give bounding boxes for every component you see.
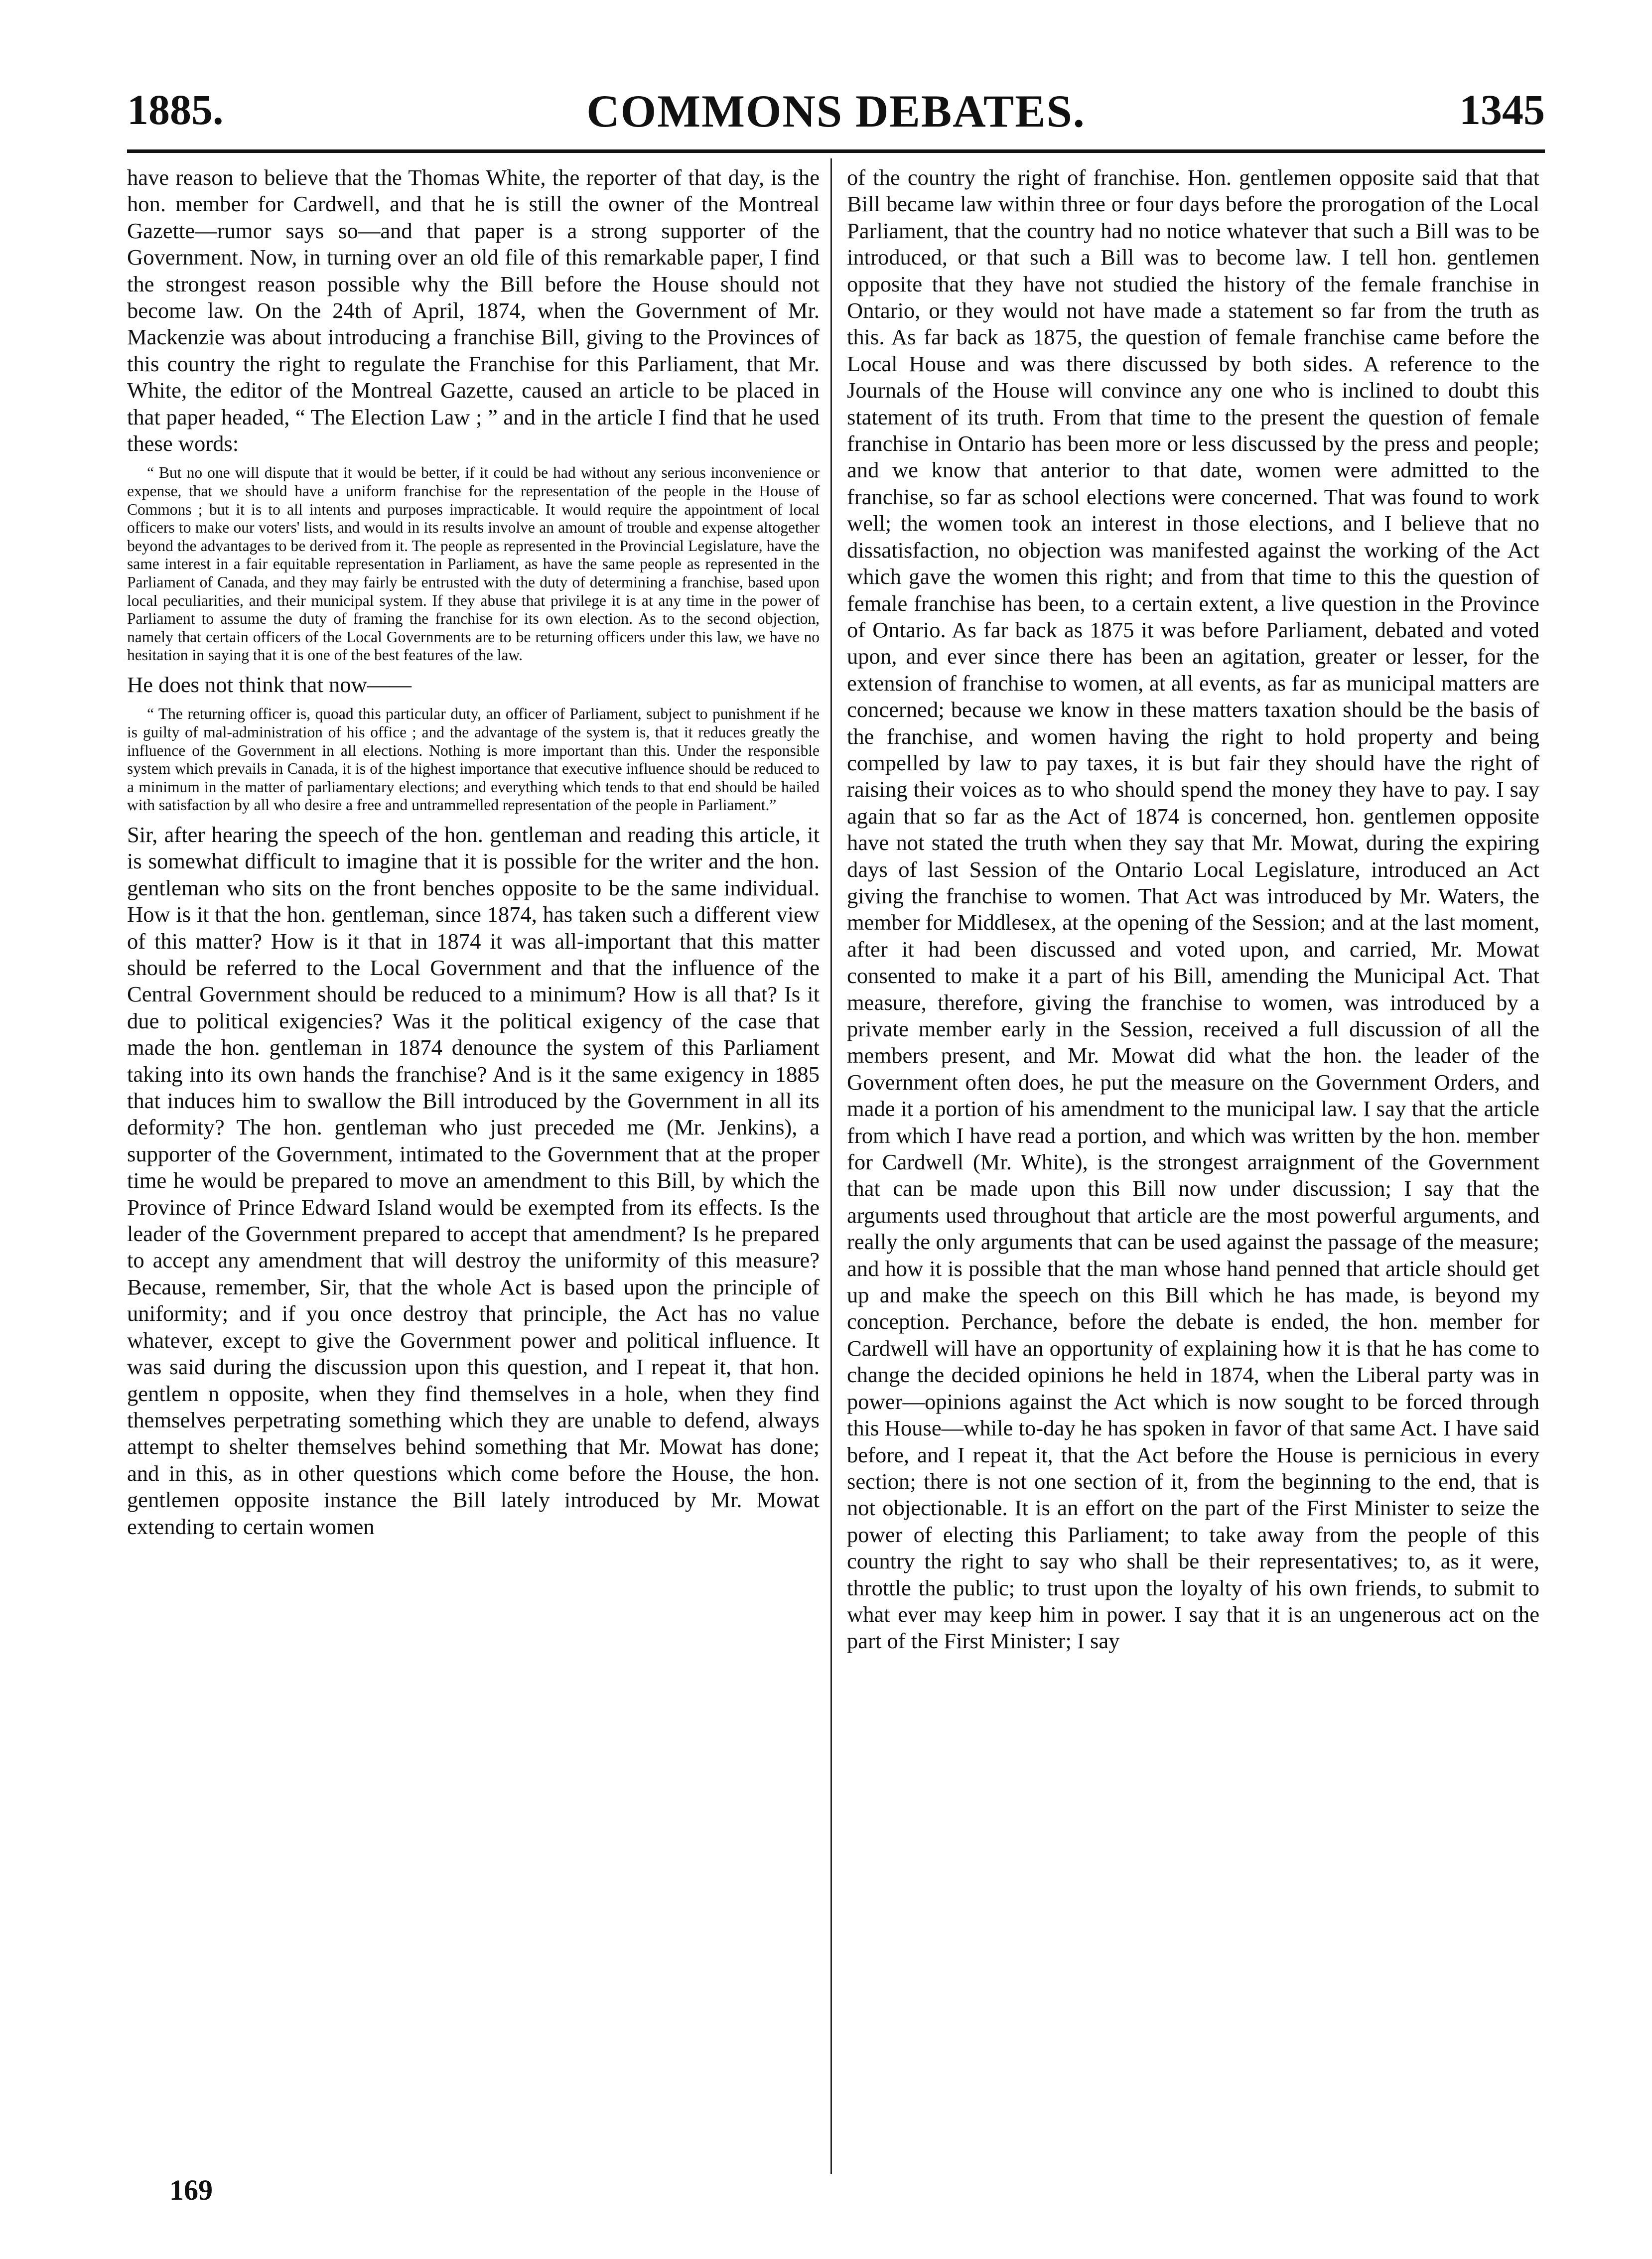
page-header	[127, 75, 1545, 144]
left-quote-2: “ The returning officer is, quoad this particular duty, an officer of Parliament, subject to punishment if he is guilty of mal-administration of his office ; and the advantage of the system is, that it reduces greatly the influence of the Government in all elections. Nothing is more important than this. Under the responsible system which prevails in Canada, it is of the highest importance that executive influence should be reduced to a minimum in the matter of parliamentary elections; and everything which tends to that end should be hailed with satisfaction by all who desire a free and untrammelled representation of the people in Parliament.”	[127, 705, 820, 814]
column-divider	[830, 158, 832, 2174]
right-paragraph-1: of the country the right of franchise. Hon. gentlemen opposite said that that Bill became law within three or four days before the prorogation of the Local Parliament, that the country had no notice whatever that such a Bill was to be introduced, or that such a Bill was to become law. I tell hon. gentlemen opposite that they have not studied the history of the female franchise in Ontario, or they would not have made a statement so far from the truth as this. As far back as 1875, the question of female franchise came before the Local House and was there discussed by both sides. A reference to the Journals of the House will convince any one who is inclined to doubt this statement of its truth. From that time to the present the question of female franchise in Ontario has been more or less discussed by the press and people; and we know that anterior to that date, women were admitted to the franchise, so far as school elections were concerned. That was found to work well; the women took an interest in those elections, and I believe that no dissatisfaction, no objection was manifested against the working of the Act which gave the women this right; and from that time to this the question of female franchise has been, to a certain extent, a live question in the Province of Ontario. As far back as 1875 it was before Parliament, debated and voted upon, and ever since there has been an agitation, greater or lesser, for the extension of franchise to women, at all events, as far as municipal matters are concerned; because we know in these matters taxation should be the basis of the franchise, and women having the right to hold property and being compelled by law to pay taxes, it is but fair they should have the right of raising their voices as to who should spend the money they have to pay. I say again that so far as the Act of 1874 is concerned, hon. gentlemen opposite have not stated the truth when they say that Mr. Mowat, during the expiring days of last Session of the Ontario Local Legislature, introduced an Act giving the franchise to women. That Act was introduced by Mr. Waters, the member for Middlesex, at the opening of the Session; and at the last moment, after it had been discussed and voted upon, and carried, Mr. Mowat consented to make it a part of his Bill, amending the Municipal Act. That measure, therefore, giving the franchise to women, was introduced by a private member early in the Session, received a full discussion of all the members present, and Mr. Mowat did what the hon. the leader of the Government often does, he put the measure on the Government Orders, and made it a portion of his amendment to the municipal law. I say that the article from which I have read a portion, and which was written by the hon. member for Cardwell (Mr. White), is the strongest arraignment of the Government that can be made upon this Bill now under discussion; I say that the arguments used throughout that article are the most powerful arguments, and really the only arguments that can be used against the passage of the measure; and how it is possible that the man whose hand penned that article should get up and make the speech on this Bill which he has made, is beyond my conception. Perchance, before the debate is ended, the hon. member for Cardwell will have an opportunity of explaining how it is that he has come to change the decided opinions he held in 1874, when the Liberal party was in power—opinions against the Act which is now sought to be forced through this House—while to-day he has spoken in favor of that same Act. I have said before, and I repeat it, that the Act before the House is pernicious in every section; there is not one section of it, from the beginning to the end, that is not objectionable. It is an effort on the part of the First Minister to seize the power of electing this Parliament; to take away from the people of this country the right to say who shall be their representatives; to, as it were, throttle the public; to trust upon the loyalty of his own friends, to submit to what ever may keep him in power. I say that it is an ungenerous act on the part of the First Minister; I say	[847, 165, 1539, 1654]
left-paragraph-1: have reason to believe that the Thomas White, the reporter of that day, is the hon. member for Cardwell, and that he is still the owner of the Montreal Gazette—rumor says so—and that paper is a strong supporter of the Government. Now, in turning over an old file of this remarkable paper, I find the strongest reason possible why the Bill before the House should not become law. On the 24th of April, 1874, when the Government of Mr. Mackenzie was about introducing a franchise Bill, giving to the Provinces of this country the right to regulate the Franchise for this Parliament, that Mr. White, the editor of the Montreal Gazette, caused an article to be placed in that paper headed, “ The Election Law ; ” and in the article I find that he used these words:	[127, 165, 820, 456]
left-paragraph-2: Sir, after hearing the speech of the hon. gentleman and reading this article, it is somewhat difficult to imagine that it is possible for the writer and the hon. gentleman who sits on the front benches opposite to be the same individual. How is it that the hon. gentleman, since 1874, has taken such a different view of this matter? How is it that in 1874 it was all-important that this matter should be referred to the Local Government and that the influence of the Central Government should be reduced to a minimum? How is all that? Is it due to political exigencies? Was it the political exigency of the case that made the hon. gentleman in 1874 denounce the system of this Parliament taking into its own hands the franchise? And is it the same exigency in 1885 that induces him to swallow the Bill introduced by the Government in all its deformity? The hon. gentleman who just preceded me (Mr. Jenkins), a supporter of the Government, intimated to the Government that at the proper time he would be prepared to move an amendment to this Bill, by which the Province of Prince Edward Island would be exempted from its effects. Is the leader of the Government prepared to accept that amendment? Is he prepared to accept any amendment that will destroy the uniformity of this measure? Because, remember, Sir, that the whole Act is based upon the principle of uniformity; and if you once destroy that principle, the Act has no value whatever, except to give the Government power and political influence. It was said during the discussion upon this question, and I repeat it, that hon. gentlem n opposite, when they find themselves in a hole, when they find themselves perpetrating something which they are unable to defend, always attempt to shelter themselves behind something that Mr. Mowat has done; and in this, as in other questions which come before the House, the hon. gentlemen opposite instance the Bill lately introduced by Mr. Mowat extending to certain women	[127, 822, 820, 1539]
header-rule	[127, 149, 1545, 153]
header-title: COMMONS DEBATES.	[586, 86, 1086, 137]
header-year: 1885.	[127, 86, 224, 134]
left-quote-1: “ But no one will dispute that it would be better, if it could be had without any serious inconvenience or expense, that we should have a uniform franchise for the representation of the people in the House of Commons ; but it is to all intents and purposes impracticable. It would require the appointment of local officers to make our voters' lists, and would in its results involve an amount of trouble and expense altogether beyond the advantages to be derived from it. The people as represented in the Provincial Legislature, have the same interest in a fair equitable representation in Parliament, as have the same people as represented in the Parliament of Canada, and they may fairly be entrusted with the duty of determining a franchise, based upon local peculiarities, and their municipal system. If they abuse that privilege it is at any time in the power of Parliament to assume the duty of framing the franchise for its own election. As to the second objection, namely that certain officers of the Local Governments are to be returning officers under this law, we have no hesitation in saying that it is one of the best features of the law.	[127, 464, 820, 664]
right-column	[847, 164, 1539, 1655]
header-page-number: 1345	[1459, 86, 1545, 134]
left-lead-in: He does not think that now——	[127, 672, 412, 697]
signature-mark: 169	[169, 2174, 213, 2206]
left-column	[127, 164, 820, 1540]
